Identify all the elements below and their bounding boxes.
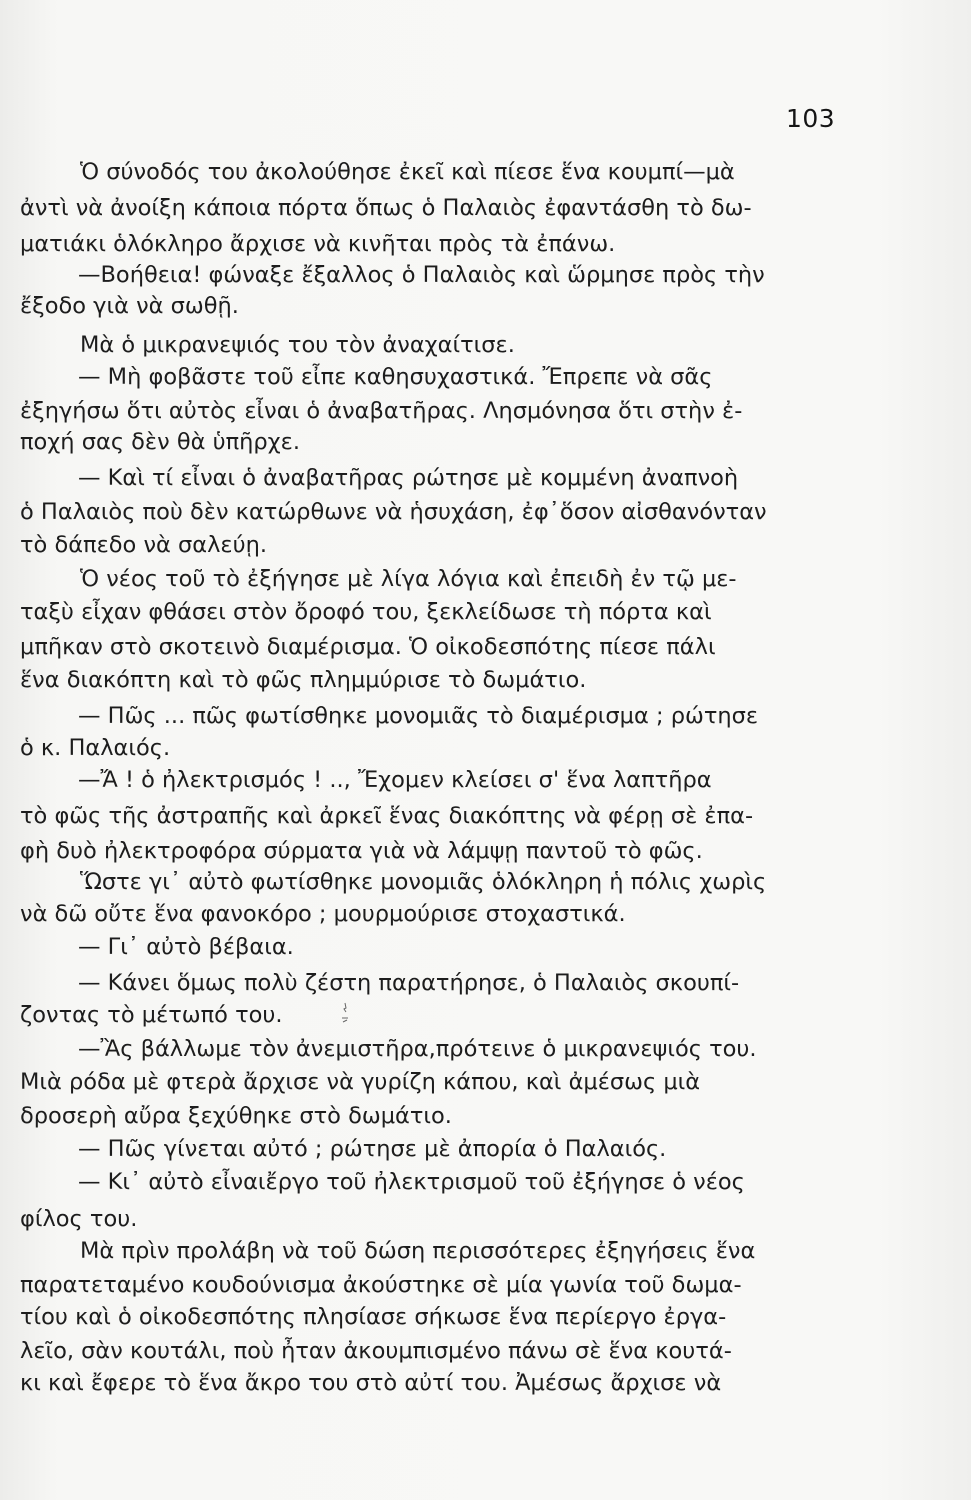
text-line: δροσερὴ αὔρα ξεχύθηκε στὸ δωμάτιο. (20, 1103, 452, 1129)
text-line: Μὰ ὁ μικρανεψιός του τὸν ἀναχαίτισε. (80, 332, 515, 358)
text-line: νὰ δῶ οὔτε ἕνα φανοκόρο ; μουρμούρισε στοχαστικά. (20, 901, 626, 927)
text-line: — Κι᾿ αὐτὸ εἶναιἔργο τοῦ ἠλεκτρισμοῦ τοῦ ἐξήγησε ὁ νέος (78, 1169, 745, 1195)
ink-speck (340, 1002, 350, 1024)
text-line: λεῖο, σὰν κουτάλι, ποὺ ἦταν ἀκουμπισμένο πάνω σὲ ἕνα κουτά- (20, 1338, 732, 1364)
text-line: Ὁ σύνοδός του ἀκολούθησε ἐκεῖ καὶ πίεσε ἕνα κουμπί—μὰ (80, 159, 735, 185)
text-line: μπῆκαν στὸ σκοτεινὸ διαμέρισμα. Ὁ οἰκοδεσπότης πίεσε πάλι (20, 634, 716, 660)
text-line: —Ἄ ! ὁ ἠλεκτρισμός ! .., Ἔχομεν κλείσει σ' ἕνα λαπτῆρα (78, 767, 712, 793)
text-line: ὁ κ. Παλαιός. (20, 735, 171, 761)
text-line: τὸ φῶς τῆς ἀστραπῆς καὶ ἀρκεῖ ἕνας διακόπτης νὰ φέρῃ σὲ ἐπα- (20, 803, 754, 829)
text-line: τίου καὶ ὁ οἰκοδεσπότης πλησίασε σήκωσε ἕνα περίεργο ἐργα- (20, 1304, 727, 1330)
text-line: ματιάκι ὁλόκληρο ἄρχισε νὰ κινῆται πρὸς τὰ ἐπάνω. (20, 231, 616, 257)
text-line: Ὁ νέος τοῦ τὸ ἐξήγησε μὲ λίγα λόγια καὶ ἐπειδὴ ἐν τῷ με- (80, 566, 737, 592)
page-number: 103 (786, 104, 836, 133)
text-line: — Γι᾿ αὐτὸ βέβαια. (78, 934, 294, 960)
text-line: —Βοήθεια! φώναξε ἔξαλλος ὁ Παλαιὸς καὶ ὥρμησε πρὸς τὴν (78, 262, 765, 288)
text-line: παρατεταμένο κουδούνισμα ἀκούστηκε σὲ μία γωνία τοῦ δωμα- (20, 1272, 742, 1298)
text-line: ποχή σας δὲν θὰ ὑπῆρχε. (20, 429, 300, 455)
text-line: φὴ δυὸ ἠλεκτροφόρα σύρματα γιὰ νὰ λάμψῃ παντοῦ τὸ φῶς. (20, 838, 703, 864)
text-line: φίλος του. (20, 1206, 138, 1232)
text-line: — Πῶς ... πῶς φωτίσθηκε μονομιᾶς τὸ διαμέρισμα ; ρώτησε (78, 703, 759, 729)
text-line: Μὰ πρὶν προλάβη νὰ τοῦ δώση περισσότερες ἐξηγήσεις ἕνα (80, 1238, 756, 1264)
text-line: Ὥστε γι᾿ αὐτὸ φωτίσθηκε μονομιᾶς ὁλόκληρη ἡ πόλις χωρὶς (80, 869, 767, 895)
text-line: τὸ δάπεδο νὰ σαλεύῃ. (20, 532, 268, 558)
text-line: — Κάνει ὅμως πολὺ ζέστη παρατήρησε, ὁ Παλαιὸς σκουπί- (78, 970, 740, 996)
text-line: ἔξοδο γιὰ νὰ σωθῇ. (20, 293, 239, 319)
text-line: κι καὶ ἔφερε τὸ ἕνα ἄκρο του στὸ αὐτί του. Ἀμέσως ἄρχισε νὰ (20, 1370, 722, 1396)
text-line: ταξὺ εἶχαν φθάσει στὸν ὄροφό του, ξεκλείδωσε τὴ πόρτα καὶ (20, 599, 712, 625)
text-line: —Ἂς βάλλωμε τὸν ἀνεμιστῆρα,πρότεινε ὁ μικρανεψιός του. (78, 1036, 757, 1062)
text-line: — Καὶ τί εἶναι ὁ ἀναβατῆρας ρώτησε μὲ κομμένη ἀναπνοὴ (78, 465, 739, 491)
text-line: ζοντας τὸ μέτωπό του. (20, 1002, 283, 1028)
text-line: — Μὴ φοβᾶστε τοῦ εἶπε καθησυχαστικά. Ἔπρεπε νὰ σᾶς (78, 364, 713, 390)
text-line: ὁ Παλαιὸς ποὺ δὲν κατώρθωνε νὰ ἡσυχάση, ἐφ᾿ὅσον αἰσθανόνταν (20, 499, 767, 525)
text-line: ἕνα διακόπτη καὶ τὸ φῶς πλημμύρισε τὸ δωμάτιο. (20, 667, 587, 693)
text-line: ἐξηγήσω ὅτι αὐτὸς εἶναι ὁ ἀναβατῆρας. Λησμόνησα ὅτι στὴν ἐ- (20, 398, 743, 424)
text-line: Μιὰ ρόδα μὲ φτερὰ ἄρχισε νὰ γυρίζη κάπου, καὶ ἀμέσως μιὰ (20, 1069, 701, 1095)
text-line: ἀντὶ νὰ ἀνοίξη κάποια πόρτα ὅπως ὁ Παλαιὸς ἐφαντάσθη τὸ δω- (20, 195, 752, 221)
text-line: — Πῶς γίνεται αὐτό ; ρώτησε μὲ ἀπορία ὁ Παλαιός. (78, 1136, 667, 1162)
